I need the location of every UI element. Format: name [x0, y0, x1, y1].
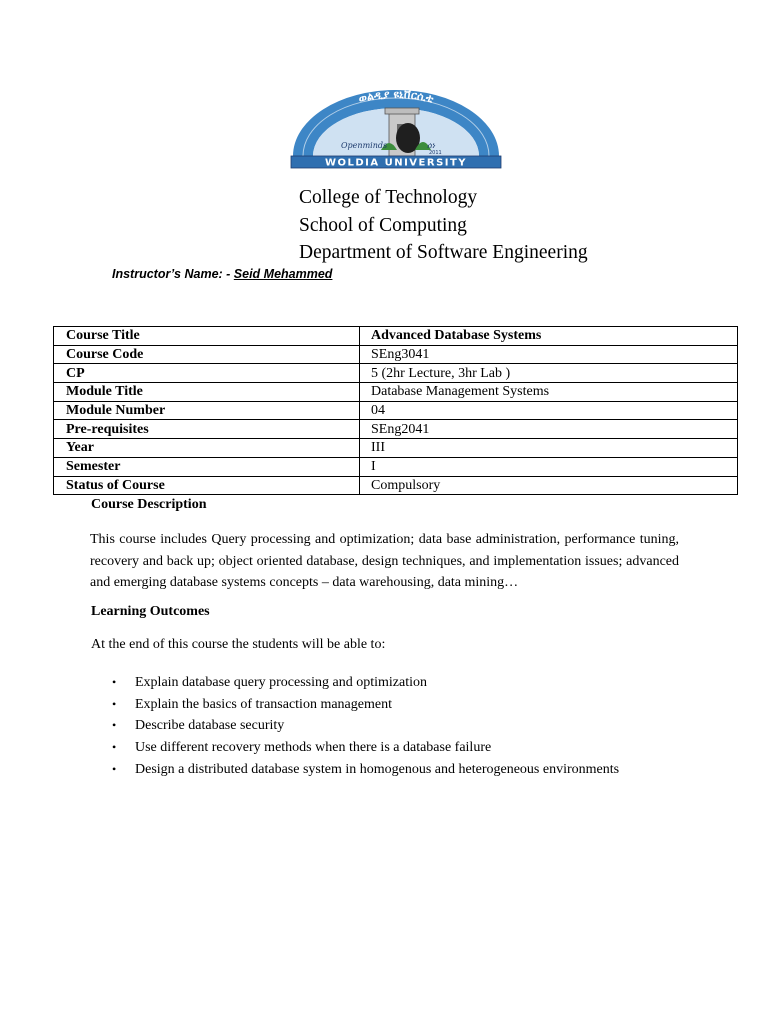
table-row [54, 401, 738, 420]
bullet-icon: • [112, 761, 117, 776]
table-row [54, 383, 738, 402]
school-name: School of Computing [299, 214, 467, 236]
table-row [54, 420, 738, 439]
department-name: Department of Software Engineering [299, 242, 588, 263]
logo-signature: Openminds [341, 141, 388, 150]
list-item: • Explain the basics of transaction management [112, 694, 619, 716]
table-key: Course Code [54, 345, 360, 364]
table-row [54, 345, 738, 364]
course-description-text: This course includes Query processing and optimization; data base administration, performance tuning, recovery and back up; object oriented database, design techniques, and implementation issues; advanced and emerging database systems concepts – data warehousing, data mining… [90, 532, 679, 590]
table-key: Module Title [54, 383, 360, 402]
table-key: Pre-requisites [54, 420, 360, 439]
table-row [54, 439, 738, 458]
logo-year: 2011 [429, 150, 442, 156]
bullet-icon: • [112, 740, 117, 755]
table-row [54, 364, 738, 383]
learning-outcomes-heading: Learning Outcomes [91, 604, 210, 619]
table-value: 04 [360, 401, 738, 420]
instructor-name: Seid Mehammed [233, 267, 333, 281]
table-row [54, 327, 738, 346]
table-value: SEng2041 [360, 420, 738, 439]
course-description-heading: Course Description [91, 497, 207, 512]
list-item: • Describe database security [112, 715, 619, 737]
table-key: Module Number [54, 401, 360, 420]
table-value: III [360, 439, 738, 458]
svg-text:ሰነ: ሰነ [427, 141, 435, 150]
bullet-icon: • [112, 718, 117, 733]
table-value: Database Management Systems [360, 383, 738, 402]
table-value: SEng3041 [360, 345, 738, 364]
instructor-label: Instructor’s Name: - [112, 267, 234, 281]
table-value: 5 (2hr Lecture, 3hr Lab ) [360, 364, 738, 383]
table-value: I [360, 457, 738, 476]
table-row [54, 476, 738, 495]
list-item: • Use different recovery methods when there is a database failure [112, 737, 619, 759]
list-item: • Design a distributed database system in homogenous and heterogeneous environments [112, 759, 619, 781]
table-key: CP [54, 364, 360, 383]
table-value: Advanced Database Systems [360, 327, 738, 346]
table-key: Semester [54, 457, 360, 476]
bullet-icon: • [112, 675, 117, 689]
table-row [54, 457, 738, 476]
college-name: College of Technology [299, 187, 478, 208]
list-item: • Explain database query processing and optimization [112, 672, 619, 694]
institution-block [299, 184, 588, 267]
learning-outcomes-intro: At the end of this course the students will be able to: [91, 637, 386, 652]
table-value: Compulsory [360, 476, 738, 495]
table-key: Status of Course [54, 476, 360, 495]
instructor-line [112, 267, 332, 281]
course-info-table [53, 326, 738, 495]
learning-outcomes-list [112, 672, 619, 781]
logo-graphic [289, 88, 503, 170]
bullet-icon: • [112, 696, 117, 711]
table-key: Year [54, 439, 360, 458]
table-key: Course Title [54, 327, 360, 346]
logo-arc-text: ወልዲያ ዩኒቨርሲቲ [357, 88, 435, 106]
university-logo [289, 88, 503, 170]
logo-banner-text: WOLDIA UNIVERSITY [324, 157, 468, 169]
